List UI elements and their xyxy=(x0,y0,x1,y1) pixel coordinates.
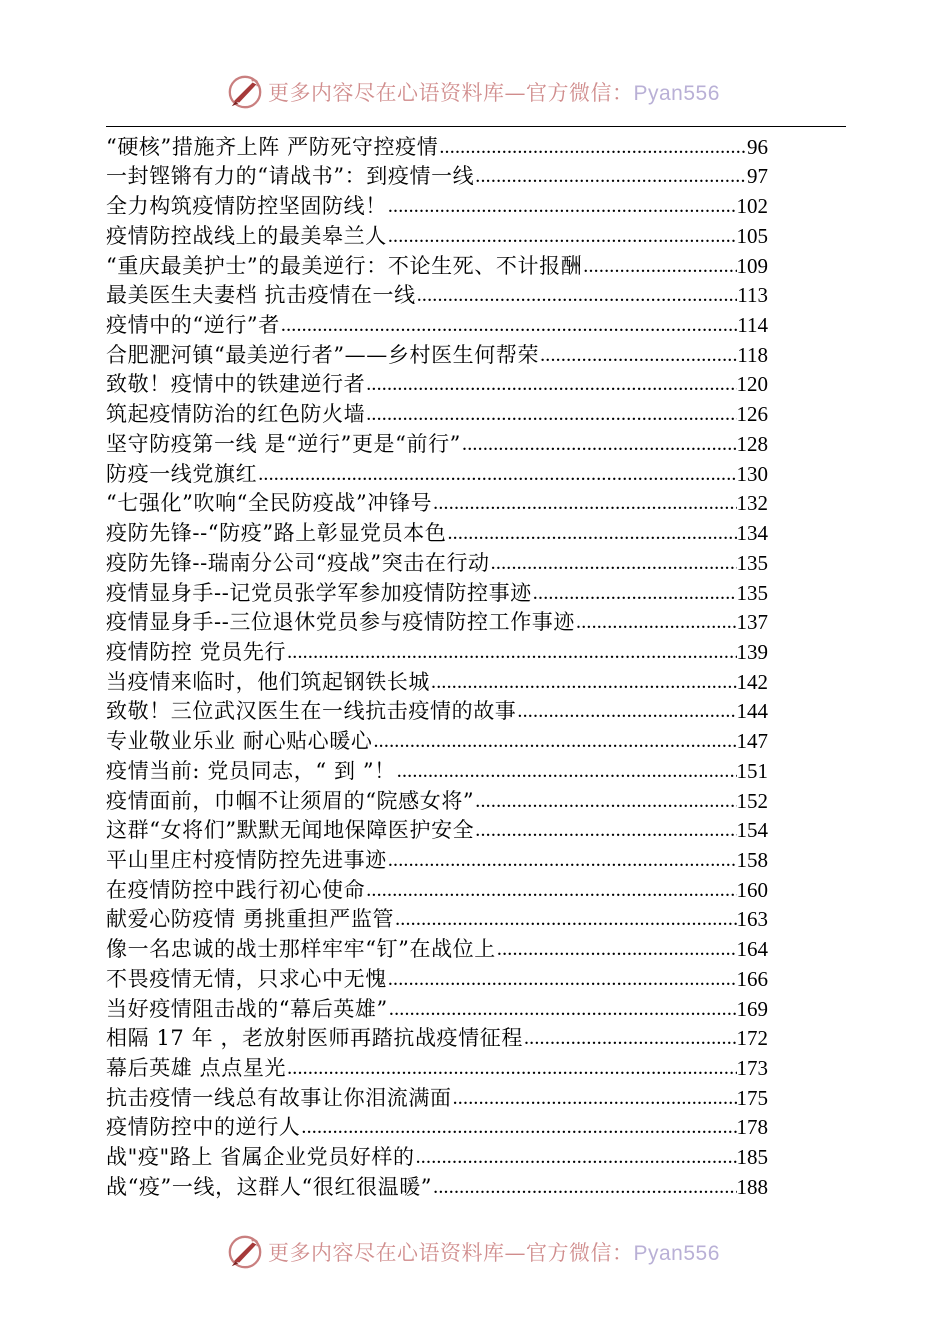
toc-entry[interactable] xyxy=(106,606,768,636)
toc-entry-title: 致敬！疫情中的铁建逆行者 xyxy=(106,372,366,397)
toc-entry-title: 疫防先锋--瑞南分公司“疫战”突击在行动 xyxy=(106,550,490,575)
toc-page-number: 97 xyxy=(747,164,768,189)
watermark-label: 更多内容尽在心语资料库—官方微信： xyxy=(268,81,634,105)
toc-entry-title: 抗击疫情一线总有故事让你泪流满面 xyxy=(106,1085,452,1110)
toc-entry[interactable] xyxy=(106,546,768,576)
toc-page-number: 185 xyxy=(736,1145,768,1170)
toc-entry[interactable] xyxy=(106,189,768,219)
toc-page-number: 113 xyxy=(737,283,768,308)
toc-dot-leader xyxy=(439,134,747,160)
toc-entry-title: 这群“女将们”默默无闻地保障医护安全 xyxy=(106,818,475,843)
toc-dot-leader xyxy=(389,996,737,1022)
toc-page-number: 105 xyxy=(736,223,768,248)
toc-dot-leader xyxy=(583,253,736,279)
toc-dot-leader xyxy=(533,580,737,606)
toc-entry-title: 疫情当前: 党员同志，“ 到 ”！ xyxy=(106,758,396,783)
toc-page-number: 158 xyxy=(736,847,768,872)
toc-entry[interactable] xyxy=(106,635,768,665)
toc-entry[interactable] xyxy=(106,1051,768,1081)
toc-entry-title: 平山里庄村疫情防控先进事迹 xyxy=(106,847,387,872)
toc-dot-leader xyxy=(475,163,747,189)
toc-dot-leader xyxy=(453,1085,737,1111)
toc-entry[interactable] xyxy=(106,814,768,844)
toc-page-number: 135 xyxy=(736,550,768,575)
toc-page-number: 134 xyxy=(736,521,768,546)
toc-page-number: 109 xyxy=(736,253,768,278)
toc-entry[interactable] xyxy=(106,992,768,1022)
toc-page-number: 118 xyxy=(737,342,768,367)
toc-page-number: 152 xyxy=(736,788,768,813)
toc-entry[interactable] xyxy=(106,487,768,517)
toc-page-number: 175 xyxy=(736,1085,768,1110)
toc-dot-leader xyxy=(388,223,737,249)
toc-entry-title: 相隔 17 年 ，老放射医师再踏抗战疫情征程 xyxy=(106,1026,523,1051)
toc-entry[interactable] xyxy=(106,695,768,725)
toc-entry-title: 坚守防疫第一线 是“逆行”更是“前行” xyxy=(106,431,462,456)
toc-entry-title: 疫情中的“逆行”者 xyxy=(106,313,280,338)
toc-dot-leader xyxy=(388,193,737,219)
toc-dot-leader xyxy=(397,758,737,784)
toc-page-number: 102 xyxy=(736,194,768,219)
toc-page-number: 128 xyxy=(736,431,768,456)
toc-entry-title: 不畏疫情无情，只求心中无愧 xyxy=(106,966,387,991)
toc-dot-leader xyxy=(517,698,736,724)
toc-page-number: 160 xyxy=(736,877,768,902)
toc-entry[interactable] xyxy=(106,665,768,695)
header-rule xyxy=(106,126,846,127)
toc-dot-leader xyxy=(475,788,736,814)
toc-entry-title: 像一名忠诚的战士那样牢牢“钉”在战位上 xyxy=(106,937,496,962)
toc-entry-title: 当疫情来临时，他们筑起钢铁长城 xyxy=(106,669,430,694)
toc-page-number: 147 xyxy=(736,729,768,754)
toc-dot-leader xyxy=(576,609,737,635)
toc-dot-leader xyxy=(388,966,737,992)
toc-page-number: 163 xyxy=(736,907,768,932)
toc-entry[interactable] xyxy=(106,903,768,933)
toc-page-number: 173 xyxy=(736,1056,768,1080)
toc-page-number: 126 xyxy=(736,402,768,427)
toc-entry-title: 防疫一线党旗红 xyxy=(106,461,258,486)
toc-page-number: 139 xyxy=(736,639,768,664)
toc-entry-title: 疫情防控 党员先行 xyxy=(106,639,287,664)
toc-page-number: 164 xyxy=(736,937,768,962)
toc-entry[interactable] xyxy=(106,457,768,487)
pen-logo-icon xyxy=(226,73,264,111)
toc-entry[interactable] xyxy=(106,279,768,309)
toc-dot-leader xyxy=(524,1025,737,1051)
toc-entry[interactable] xyxy=(106,724,768,754)
toc-dot-leader xyxy=(373,728,736,754)
toc-entry-title: 专业敬业乐业 耐心贴心暖心 xyxy=(106,729,373,754)
toc-entry-title: 战“疫”一线，这群人“很红很温暖” xyxy=(106,1174,433,1199)
toc-dot-leader xyxy=(540,342,737,368)
toc-entry[interactable] xyxy=(106,160,768,190)
toc-dot-leader xyxy=(287,1055,736,1081)
toc-page-number: 188 xyxy=(736,1174,768,1199)
pen-logo-icon xyxy=(226,1233,264,1271)
toc-entry-title: 一封铿锵有力的“请战书”：到疫情一线 xyxy=(106,164,475,189)
toc-page-number: 120 xyxy=(736,372,768,397)
toc-page-number: 132 xyxy=(736,491,768,516)
toc-entry[interactable] xyxy=(106,338,768,368)
toc-entry[interactable] xyxy=(106,576,768,606)
toc-entry[interactable] xyxy=(106,308,768,338)
toc-entry-title: 献爱心防疫情 勇挑重担严监管 xyxy=(106,907,395,932)
toc-page-number: 178 xyxy=(736,1115,768,1140)
toc-entry-title: 幕后英雄 点点星光 xyxy=(106,1056,287,1080)
footer-watermark xyxy=(0,1232,950,1272)
toc-page-number: 169 xyxy=(736,996,768,1021)
toc-entry[interactable] xyxy=(106,1140,768,1170)
toc-page-number: 137 xyxy=(736,610,768,635)
toc-dot-leader xyxy=(475,817,736,843)
toc-dot-leader xyxy=(301,1114,736,1140)
toc-dot-leader xyxy=(287,639,736,665)
watermark-text xyxy=(268,1237,720,1267)
toc-entry[interactable] xyxy=(106,397,768,427)
toc-dot-leader xyxy=(491,550,737,576)
toc-dot-leader xyxy=(395,906,736,932)
toc-dot-leader xyxy=(447,520,736,546)
toc-page-number: 114 xyxy=(737,313,768,338)
toc-dot-leader xyxy=(497,936,737,962)
toc-page-number: 166 xyxy=(736,966,768,991)
toc-entry[interactable] xyxy=(106,516,768,546)
toc-entry-title: 筑起疫情防治的红色防火墙 xyxy=(106,402,366,427)
watermark-text xyxy=(268,77,720,107)
toc-entry-title: 当好疫情阻击战的“幕后英雄” xyxy=(106,996,388,1021)
toc-dot-leader xyxy=(433,1174,736,1200)
toc-entry[interactable] xyxy=(106,130,768,160)
toc-entry-title: 疫防先锋--“防疫”路上彰显党员本色 xyxy=(106,521,447,546)
toc-entry-title: 在疫情防控中践行初心使命 xyxy=(106,877,366,902)
watermark-handle: Pyan556 xyxy=(633,82,720,105)
header-watermark xyxy=(0,72,950,112)
toc-dot-leader xyxy=(416,1144,737,1170)
toc-entry[interactable] xyxy=(106,873,768,903)
toc-dot-leader xyxy=(417,282,738,308)
toc-page-number: 135 xyxy=(736,580,768,605)
toc-entry[interactable] xyxy=(106,427,768,457)
toc-dot-leader xyxy=(366,401,736,427)
toc-entry-title: 合肥淝河镇“最美逆行者”——乡村医生何帮荣 xyxy=(106,342,540,367)
toc-entry-title: 疫情面前，巾帼不让须眉的“院感女将” xyxy=(106,788,475,813)
toc-entry[interactable] xyxy=(106,843,768,873)
toc-entry-title: 全力构筑疫情防控坚固防线！ xyxy=(106,194,387,219)
toc-page-number: 172 xyxy=(736,1026,768,1051)
toc-entry-title: “七强化”吹响“全民防疫战”冲锋号 xyxy=(106,491,433,516)
toc-page-number: 154 xyxy=(736,818,768,843)
toc-entry-title: 疫情防控战线上的最美皋兰人 xyxy=(106,223,387,248)
toc-entry-title: 最美医生夫妻档 抗击疫情在一线 xyxy=(106,283,416,308)
toc-page-number: 144 xyxy=(736,699,768,724)
toc-entry-title: “重庆最美护士”的最美逆行：不论生死、不计报酬 xyxy=(106,253,583,278)
toc-entry-title: 疫情显身手--记党员张学军参加疫情防控事迹 xyxy=(106,580,532,605)
toc-entry[interactable] xyxy=(106,249,768,279)
toc-entry[interactable] xyxy=(106,368,768,398)
toc-page-number: 142 xyxy=(736,669,768,694)
toc-dot-leader xyxy=(388,847,737,873)
toc-entry-title: “硬核”措施齐上阵 严防死守控疫情 xyxy=(106,134,439,159)
toc-entry[interactable] xyxy=(106,1170,768,1200)
toc-entry-title: 疫情防控中的逆行人 xyxy=(106,1115,301,1140)
toc-dot-leader xyxy=(258,461,736,487)
watermark-handle: Pyan556 xyxy=(633,1242,720,1265)
toc-entry[interactable] xyxy=(106,962,768,992)
toc-entry[interactable] xyxy=(106,754,768,784)
toc-entry[interactable] xyxy=(106,1111,768,1141)
toc-dot-leader xyxy=(281,312,737,338)
toc-entry-title: 战"疫"路上 省属企业党员好样的 xyxy=(106,1145,415,1170)
toc-dot-leader xyxy=(431,669,737,695)
toc-dot-leader xyxy=(462,431,736,457)
toc-dot-leader xyxy=(366,371,736,397)
toc-dot-leader xyxy=(366,877,736,903)
toc-entry[interactable] xyxy=(106,1022,768,1052)
toc-entry[interactable] xyxy=(106,219,768,249)
toc-page-number: 151 xyxy=(736,758,768,783)
toc-entry[interactable] xyxy=(106,932,768,962)
toc-page-number: 130 xyxy=(736,461,768,486)
toc-entry[interactable] xyxy=(106,784,768,814)
toc-entry-title: 致敬！三位武汉医生在一线抗击疫情的故事 xyxy=(106,699,517,724)
toc-entry-title: 疫情显身手--三位退休党员参与疫情防控工作事迹 xyxy=(106,610,575,635)
toc-dot-leader xyxy=(433,490,736,516)
table-of-contents xyxy=(106,130,768,1200)
watermark-label: 更多内容尽在心语资料库—官方微信： xyxy=(268,1241,634,1265)
toc-page-number: 96 xyxy=(747,134,768,159)
toc-entry[interactable] xyxy=(106,1081,768,1111)
